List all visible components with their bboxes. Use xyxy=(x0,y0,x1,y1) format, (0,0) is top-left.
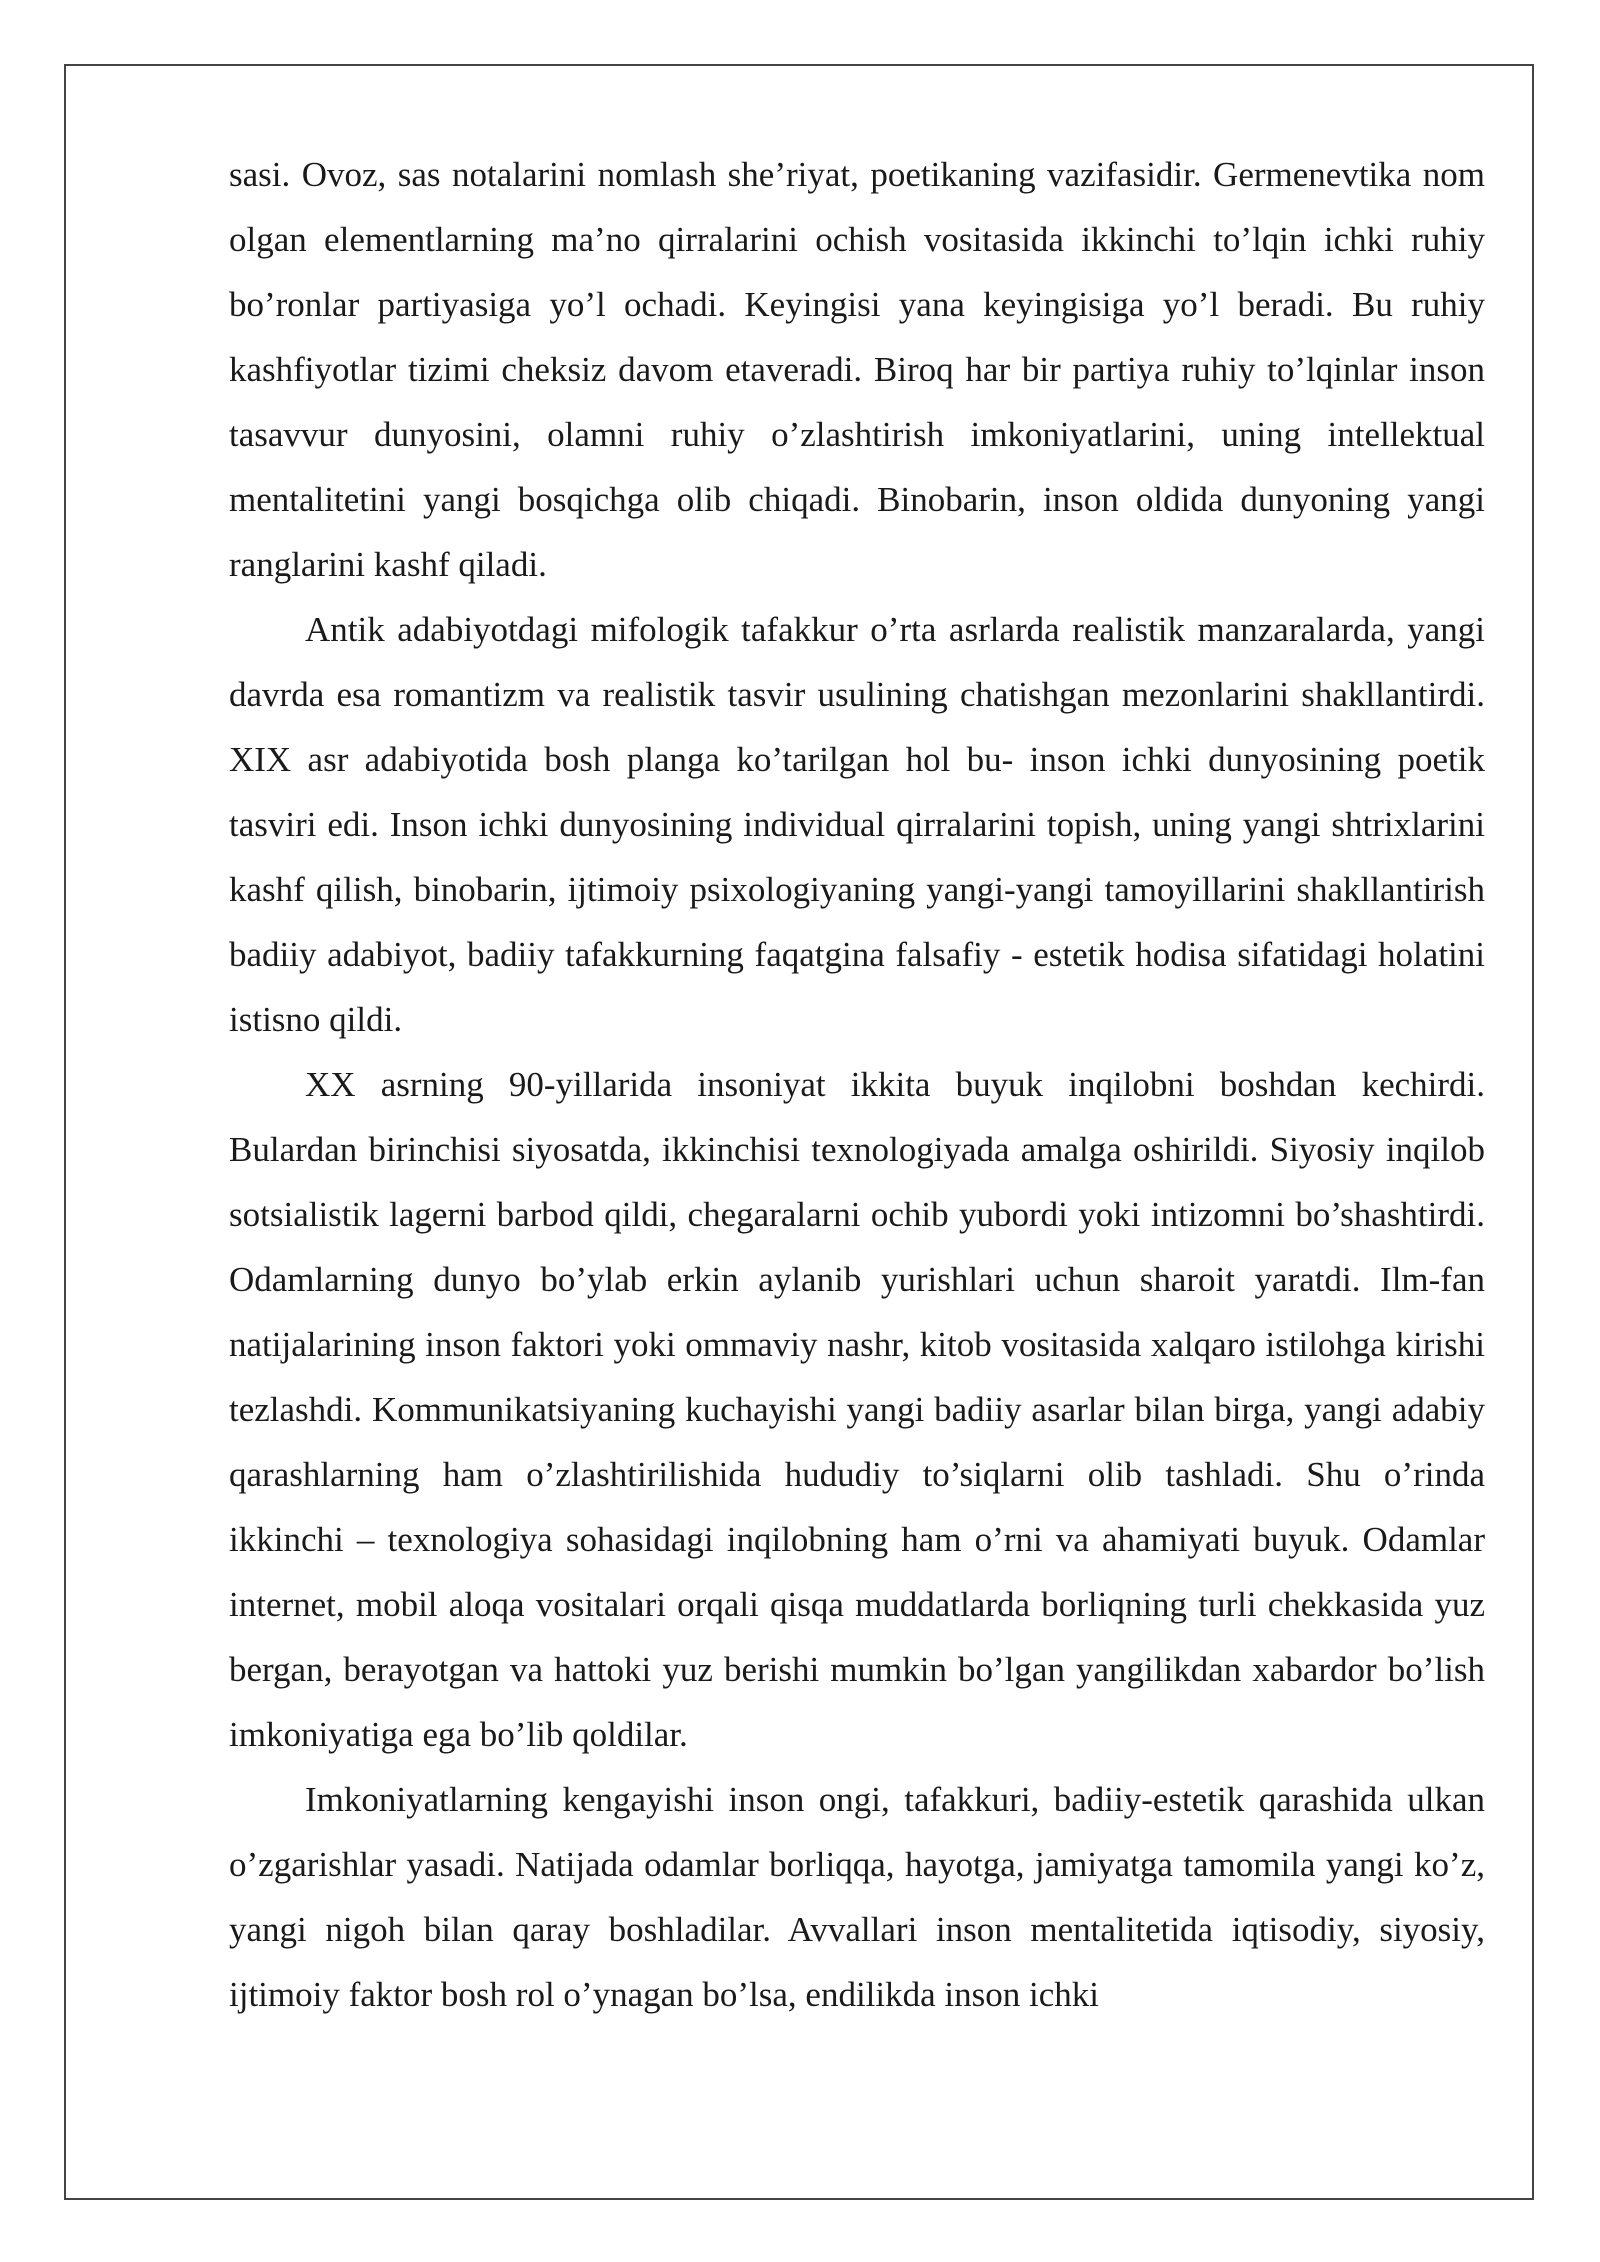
document-body xyxy=(229,142,1485,2027)
paragraph-4: Imkoniyatlarning kengayishi inson ongi, tafakkuri, badiiy-estetik qarashida ulkan o’zgarishlar yasadi. Natijada odamlar borliqqa, hayotga, jamiyatga tamomila yangi ko’z, yangi nigoh bilan qaray boshladilar. Avvallari inson mentalitetida iqtisodiy, siyosiy, ijtimoiy faktor bosh rol o’ynagan bo’lsa, endilikda inson ichki xyxy=(229,1780,1485,2014)
paragraph-3: XX asrning 90-yillarida insoniyat ikkita buyuk inqilobni boshdan kechirdi. Bulardan birinchisi siyosatda, ikkinchisi texnologiyada amalga oshirildi. Siyosiy inqilob sotsialistik lagerni barbod qildi, chegaralarni ochib yubordi yoki intizomni bo’shashtirdi. Odamlarning dunyo bo’ylab erkin aylanib yurishlari uchun sharoit yaratdi. Ilm-fan natijalarining inson faktori yoki ommaviy nashr, kitob vositasida xalqaro istilohga kirishi tezlashdi. Kommunikatsiyaning kuchayishi yangi badiiy asarlar bilan birga, yangi adabiy qarashlarning ham o’zlashtirilishida hududiy to’siqlarni olib tashladi. Shu o’rinda ikkinchi – texnologiya sohasidagi inqilobning ham o’rni va ahamiyati buyuk. Odamlar internet, mobil aloqa vositalari orqali qisqa muddatlarda borliqning turli chekkasida yuz bergan, berayotgan va hattoki yuz berishi mumkin bo’lgan yangilikdan xabardor bo’lish imkoniyatiga ega bo’lib qoldilar. xyxy=(229,1065,1485,1754)
paragraph-1: sasi. Ovoz, sas notalarini nomlash she’riyat, poetikaning vazifasidir. Germenevtika nom olgan elementlarning ma’no qirralarini ochish vositasida ikkinchi to’lqin ichki ruhiy bo’ronlar partiyasiga yo’l ochadi. Keyingisi yana keyingisiga yo’l beradi. Bu ruhiy kashfiyotlar tizimi cheksiz davom etaveradi. Biroq har bir partiya ruhiy to’lqinlar inson tasavvur dunyosini, olamni ruhiy o’zlashtirish imkoniyatlarini, uning intellektual mentalitetini yangi bosqichga olib chiqadi. Binobarin, inson oldida dunyoning yangi ranglarini kashf qiladi. xyxy=(229,155,1485,584)
paragraph-2: Antik adabiyotdagi mifologik tafakkur o’rta asrlarda realistik manzaralarda, yangi davrda esa romantizm va realistik tasvir usulining chatishgan mezonlarini shakllantirdi. XIX asr adabiyotida bosh planga ko’tarilgan hol bu- inson ichki dunyosining poetik tasviri edi. Inson ichki dunyosining individual qirralarini topish, uning yangi shtrixlarini kashf qilish, binobarin, ijtimoiy psixologiyaning yangi-yangi tamoyillarini shakllantirish badiiy adabiyot, badiiy tafakkurning faqatgina falsafiy - estetik hodisa sifatidagi holatini istisno qildi. xyxy=(229,610,1485,1039)
